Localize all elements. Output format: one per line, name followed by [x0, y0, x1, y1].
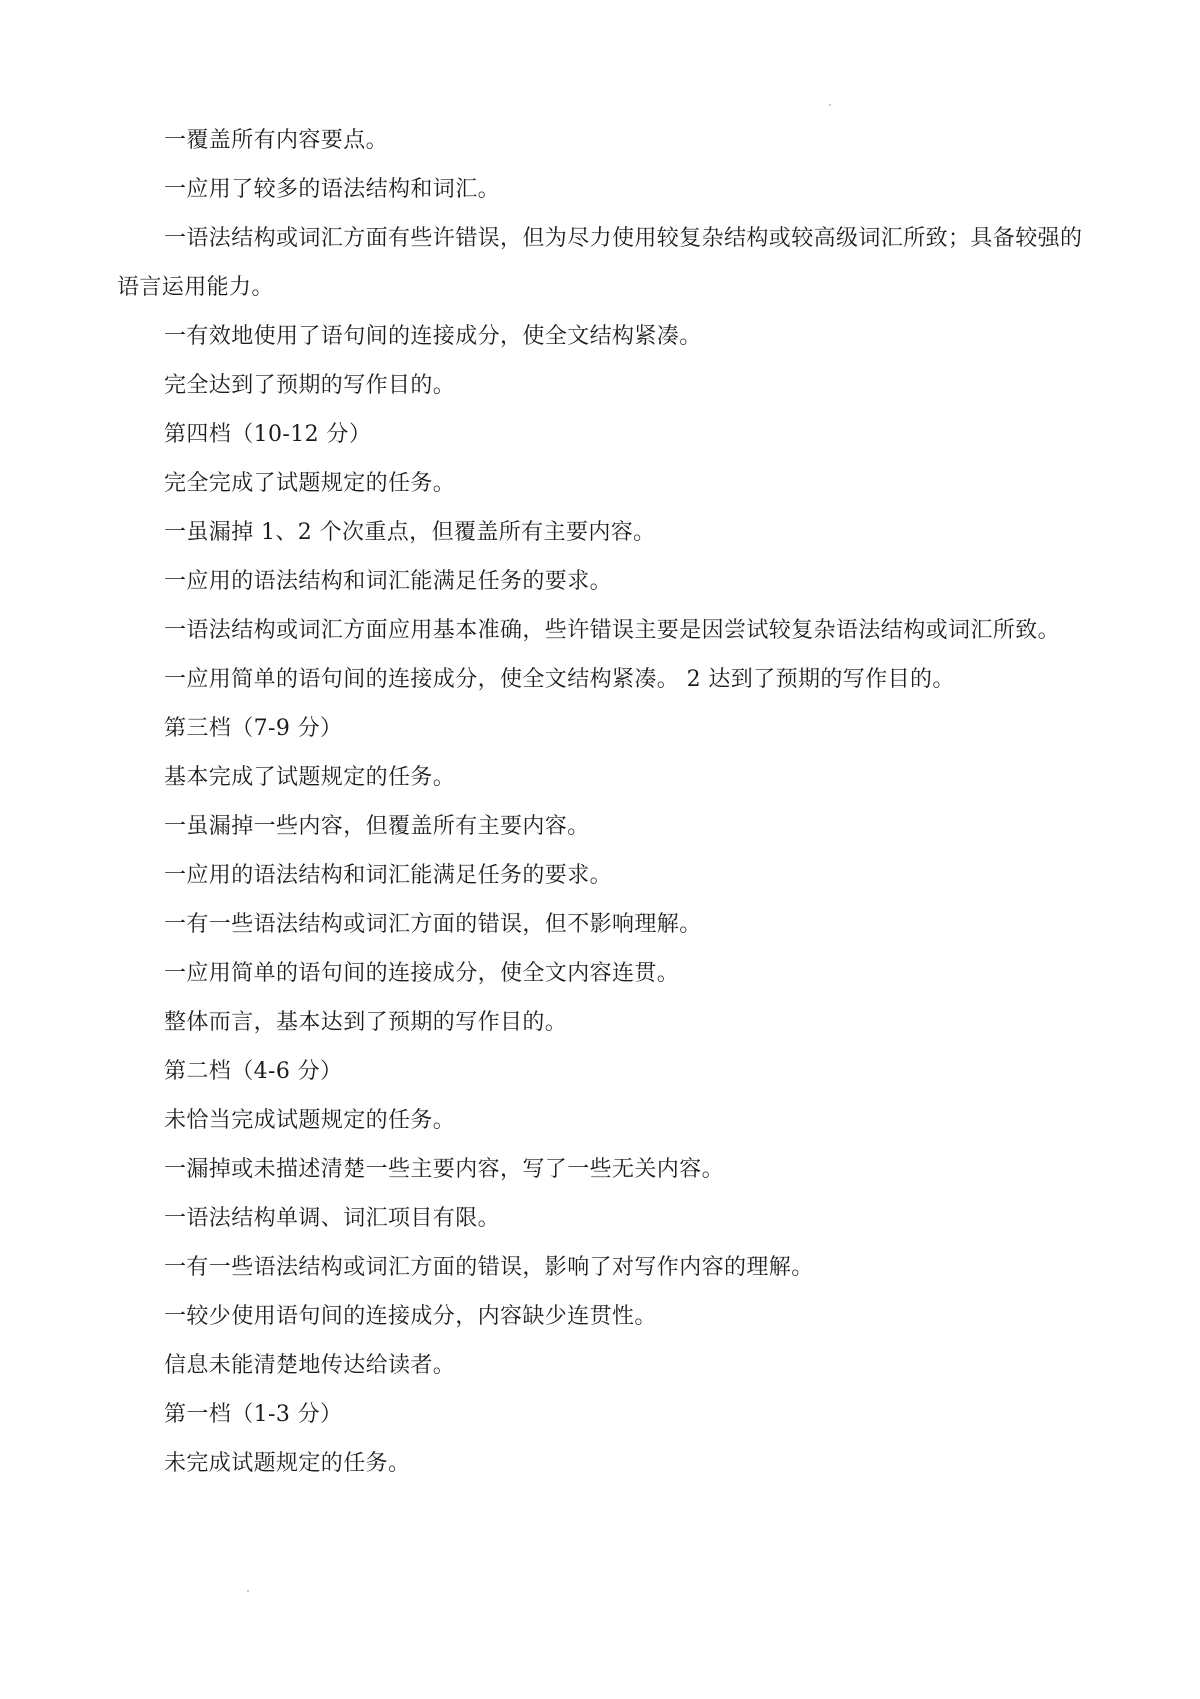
- paragraph: 一语法结构单调、词汇项目有限。: [164, 1206, 501, 1231]
- paragraph: 一有一些语法结构或词汇方面的错误，影响了对写作内容的理解。: [164, 1255, 814, 1280]
- paragraph: 未完成试题规定的任务。: [164, 1451, 411, 1476]
- scan-speck: [247, 1590, 249, 1592]
- page-body: [117, 116, 1097, 1488]
- section-heading: 第四档（10-12 分）: [164, 422, 372, 447]
- paragraph: 一应用简单的语句间的连接成分，使全文结构紧凑。 2 达到了预期的写作目的。: [164, 667, 955, 692]
- paragraph: 一虽漏掉 1、2 个次重点，但覆盖所有主要内容。: [164, 520, 656, 545]
- paragraph: 完全达到了预期的写作目的。: [164, 373, 456, 398]
- paragraph: 一应用了较多的语法结构和词汇。: [164, 177, 501, 202]
- paragraph: 一漏掉或未描述清楚一些主要内容，写了一些无关内容。: [164, 1157, 725, 1182]
- section-heading: 第二档（4-6 分）: [164, 1059, 343, 1084]
- paragraph: 一覆盖所有内容要点。: [164, 128, 389, 153]
- paragraph: 一应用简单的语句间的连接成分，使全文内容连贯。: [164, 961, 680, 986]
- section-heading: 第三档（7-9 分）: [164, 716, 343, 741]
- paragraph: 一语法结构或词汇方面应用基本准确，些许错误主要是因尝试较复杂语法结构或词汇所致。: [164, 618, 1061, 643]
- paragraph: 整体而言，基本达到了预期的写作目的。: [164, 1010, 568, 1035]
- paragraph: 一应用的语法结构和词汇能满足任务的要求。: [164, 569, 613, 594]
- paragraph: 信息未能清楚地传达给读者。: [164, 1353, 456, 1378]
- paragraph: 一虽漏掉一些内容，但覆盖所有主要内容。: [164, 814, 590, 839]
- paragraph: 一应用的语法结构和词汇能满足任务的要求。: [164, 863, 613, 888]
- paragraph: 基本完成了试题规定的任务。: [164, 765, 456, 790]
- paragraph: 完全完成了试题规定的任务。: [164, 471, 456, 496]
- section-heading: 第一档（1-3 分）: [164, 1402, 343, 1427]
- scan-speck: [829, 104, 831, 106]
- paragraph: 一语法结构或词汇方面有些许错误，但为尽力使用较复杂结构或较高级词汇所致；具备较强的语言运用能力。: [117, 226, 1083, 300]
- paragraph: 一有一些语法结构或词汇方面的错误，但不影响理解。: [164, 912, 702, 937]
- paragraph: 一有效地使用了语句间的连接成分，使全文结构紧凑。: [164, 324, 702, 349]
- paragraph: 未恰当完成试题规定的任务。: [164, 1108, 456, 1133]
- paragraph: 一较少使用语句间的连接成分，内容缺少连贯性。: [164, 1304, 657, 1329]
